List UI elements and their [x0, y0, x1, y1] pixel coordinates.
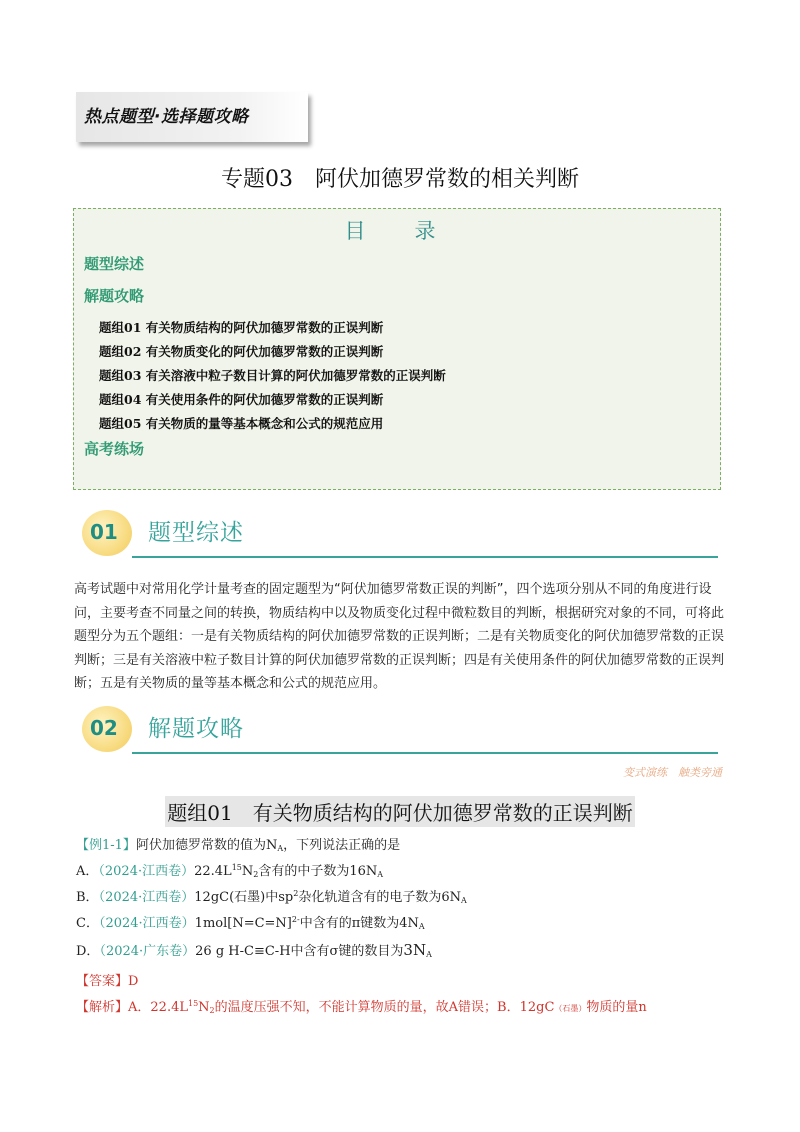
banner-text: 热点题型·选择题攻略: [84, 107, 249, 127]
option-text: 22.4L: [194, 864, 232, 879]
toc-link-group-05[interactable]: 题组05 有关物质的量等基本概念和公式的规范应用: [99, 416, 384, 431]
option-text: N: [241, 864, 254, 879]
option-text: 1mol[N=C=N]: [194, 916, 292, 931]
analysis-small: （石墨）: [554, 1004, 587, 1013]
group-title: [0, 796, 800, 827]
group-title-text: 题组01 有关物质结构的阿伏加德罗常数的正误判断: [165, 796, 634, 827]
option-sub: A: [418, 922, 425, 931]
toc-link-group-02[interactable]: 题组02 有关物质变化的阿伏加德罗常数的正误判断: [99, 344, 384, 359]
section-title: 题型综述: [148, 520, 244, 546]
toc-heading: 目 录: [344, 219, 450, 243]
section-number: 01: [90, 520, 118, 544]
option-text: 中含有σ键的数目为: [290, 944, 404, 959]
option-sup: 15: [231, 863, 242, 872]
stem-text-end: ，下列说法正确的是: [283, 838, 401, 853]
option-source: （2024·广东卷）: [99, 944, 196, 959]
option-source: （2024·江西卷）: [98, 916, 195, 931]
toc-link-group-01[interactable]: 题组01 有关物质结构的阿伏加德罗常数的正误判断: [99, 320, 384, 335]
analysis-tag: 【解析】: [76, 1000, 129, 1015]
option-text: 3N: [403, 941, 427, 959]
option-letter: D．: [76, 944, 100, 959]
toc-link-overview[interactable]: 题型综述: [84, 255, 145, 273]
option-d: [76, 940, 432, 959]
stem-text: 阿伏加德罗常数的值为N: [135, 838, 278, 853]
analysis-text: 物质的量n: [586, 1000, 647, 1015]
answer-line: [76, 970, 138, 989]
option-text: 杂化轨道含有的电子数为6N: [298, 890, 461, 905]
section-header-strategy: [78, 700, 720, 758]
table-of-contents: [73, 208, 721, 490]
option-letter: B．: [76, 890, 99, 905]
option-source: （2024·江西卷）: [98, 890, 195, 905]
analysis-sup: 15: [187, 999, 199, 1008]
toc-link-strategy[interactable]: 解题攻略: [84, 287, 145, 305]
option-a: [76, 860, 383, 879]
option-sub: A: [460, 896, 467, 905]
toc-link-exam[interactable]: 高考练场: [84, 440, 145, 458]
option-source: （2024·江西卷）: [98, 864, 195, 879]
section-title: 解题攻略: [148, 716, 244, 742]
overview-paragraph: 高考试题中对常用化学计量考查的固定题型为“阿伏加德罗常数正误的判断”，四个选项分别从不同的角度进行设问，主要考查不同量之间的转换，物质结构中以及物质变化过程中微粒数目的判断，根据研究对象的不同，可将此题型分为五个题组：一是有关物质结构的阿伏加德罗常数的正误判断；二是有关物质变化的阿伏加德罗常数的正误判断；三是有关溶液中粒子数目计算的阿伏加德罗常数的正误判断；四是有关使用条件的阿伏加德罗常数的正误判断；五是有关物质的量等基本概念和公式的规范应用。: [74, 582, 725, 691]
option-letter: C．: [76, 916, 99, 931]
option-sup: 2: [293, 889, 299, 898]
analysis-line: [76, 996, 647, 1015]
stem-sub: A: [277, 844, 284, 853]
answer-tag: 【答案】: [76, 974, 129, 989]
example-tag: 【例1-1】: [76, 838, 136, 853]
option-sup: 2-: [291, 915, 300, 924]
option-c: [76, 912, 425, 931]
option-text: 中含有的π键数为4N: [299, 916, 419, 931]
toc-link-group-04[interactable]: 题组04 有关使用条件的阿伏加德罗常数的正误判断: [99, 392, 384, 407]
answer-value: D: [128, 974, 139, 989]
option-b: [76, 886, 467, 905]
analysis-text: N: [198, 1000, 210, 1015]
option-text: 含有的中子数为16N: [258, 864, 378, 879]
analysis-text: A．22.4L: [128, 1000, 188, 1015]
option-text: 26 g H-C≡C-H: [195, 944, 291, 959]
toc-link-group-03[interactable]: 题组03 有关溶液中粒子数目计算的阿伏加德罗常数的正误判断: [99, 368, 446, 383]
example-stem: [76, 834, 400, 853]
option-letter: A．: [76, 864, 99, 879]
section-divider: [132, 752, 718, 754]
option-text: 12gC(石墨)中sp: [194, 890, 294, 905]
analysis-sub: 2: [209, 1006, 215, 1015]
page-title: 专题03 阿伏加德罗常数的相关判断: [221, 167, 579, 192]
section-header-overview: [78, 504, 720, 562]
section-number: 02: [90, 716, 118, 740]
option-sub: 2: [253, 870, 259, 879]
option-sub: A: [426, 950, 432, 959]
tagline: 变式演练 触类旁通: [623, 766, 722, 779]
analysis-text: 的温度压强不知，不能计算物质的量，故A错误；B．12gC: [214, 1000, 555, 1015]
topic-banner: [76, 92, 308, 142]
section-divider: [132, 556, 718, 558]
option-sub: A: [377, 870, 384, 879]
